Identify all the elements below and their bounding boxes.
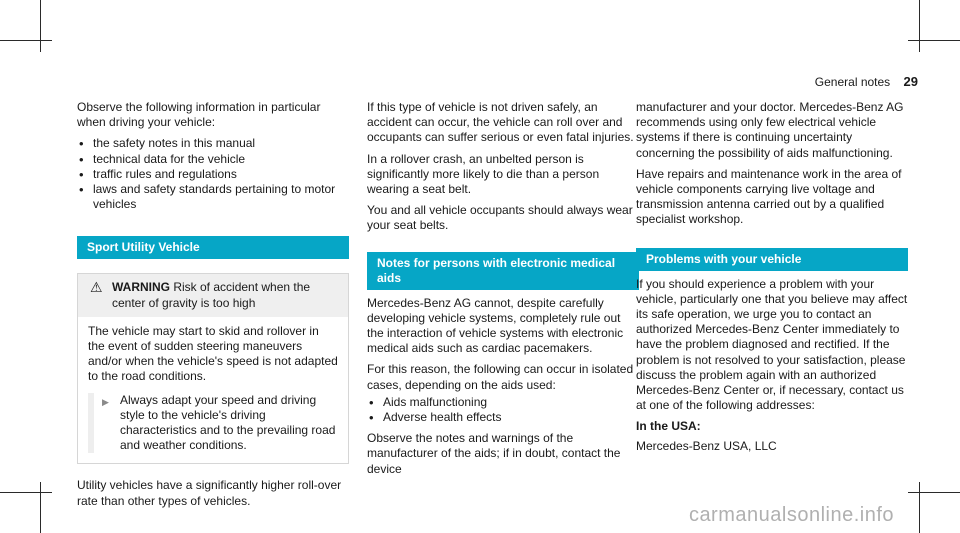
paragraph: Mercedes-Benz AG cannot, despite carefully developing vehicle systems, completely rule out the interaction of vehicle systems with electronic medical aids such as cardiac pacemakers. bbox=[367, 295, 624, 356]
arrow-right-icon: ▶ bbox=[102, 396, 109, 407]
column-2 bbox=[367, 100, 639, 483]
crop-mark bbox=[40, 0, 41, 52]
warning-text bbox=[112, 280, 338, 310]
paragraph: In a rollover crash, an unbelted person is significantly more likely to die than a person wearing a seat belt. bbox=[367, 151, 600, 197]
section-heading-problems: Problems with your vehicle bbox=[636, 248, 908, 271]
bullet-list bbox=[367, 395, 639, 425]
list-item: • Aids malfunctioning bbox=[367, 395, 639, 410]
list-item: • the safety notes in this manual bbox=[77, 136, 349, 151]
paragraph: If you should experience a problem with your vehicle, particularly one that you believe may affect its safe operation, we urge you to contact an authorized Mercedes-Benz Center immediately to have the problem diagnosed and rectified. If the problem is not resolved to your satisfaction, please discuss the problem again with an authorized Mercedes-Benz Center or, if necessary, contact us at one of the following addresses: bbox=[636, 276, 908, 413]
paragraph: Observe the notes and warnings of the manufacturer of the aids; if in doubt, contact the device bbox=[367, 431, 621, 476]
watermark: carmanualsonline.info bbox=[688, 503, 894, 526]
section-name: General notes bbox=[814, 75, 891, 89]
section-heading-medical-aids: Notes for persons with electronic medical aids bbox=[367, 252, 639, 290]
warning-triangle-icon: ⚠ bbox=[90, 279, 103, 296]
crop-mark bbox=[908, 492, 960, 493]
crop-mark bbox=[40, 482, 41, 533]
paragraph: For this reason, the following can occur in isolated cases, depending on the aids used: bbox=[367, 362, 634, 392]
page-number: 29 bbox=[903, 74, 918, 89]
intro-text: Observe the following information in particular when driving your vehicle: bbox=[77, 100, 321, 130]
paragraph: Have repairs and maintenance work in the area of vehicle components carrying live voltage and transmission antenna carried out by a qualified specialist workshop. bbox=[636, 166, 902, 227]
list-item: • Adverse health effects bbox=[367, 410, 639, 425]
warning-action-text: Always adapt your speed and driving style to the vehicle's driving characteristics and to the prevailing road and weather conditions. bbox=[120, 392, 336, 453]
crop-mark bbox=[0, 492, 52, 493]
paragraph: If this type of vehicle is not driven safely, an accident can occur, the vehicle can roll over and occupants can suffer serious or even fatal injuries. bbox=[367, 100, 634, 145]
list-item: • technical data for the vehicle bbox=[77, 152, 349, 167]
bullet-list bbox=[77, 136, 349, 212]
crop-mark bbox=[908, 40, 960, 41]
address: Mercedes-Benz USA, LLC bbox=[636, 438, 777, 453]
warning-box bbox=[77, 273, 349, 464]
list-item: • laws and safety standards pertaining to motor vehicles bbox=[77, 182, 349, 212]
crop-mark bbox=[919, 0, 920, 52]
crop-mark bbox=[919, 482, 920, 533]
crop-mark bbox=[0, 40, 52, 41]
column-3 bbox=[636, 100, 908, 460]
page-header bbox=[815, 74, 918, 90]
warning-title: Risk of accident when the center of gravity is too high bbox=[112, 280, 311, 310]
warning-header bbox=[78, 274, 348, 316]
section-heading-sport-utility-vehicle: Sport Utility Vehicle bbox=[77, 236, 349, 259]
paragraph: manufacturer and your doctor. Mercedes-Benz AG recommends using only few electrical vehicle systems if there is continuing uncertainty concerning the possibility of aids malfunctioning. bbox=[636, 100, 904, 160]
warning-label: WARNING bbox=[112, 280, 170, 295]
list-item: • traffic rules and regulations bbox=[77, 167, 349, 182]
column-1 bbox=[77, 100, 349, 515]
subheading: In the USA: bbox=[636, 419, 701, 434]
paragraph: You and all vehicle occupants should always wear your seat belts. bbox=[367, 203, 633, 233]
warning-action bbox=[78, 393, 348, 464]
warning-body: The vehicle may start to skid and rollover in the event of sudden steering maneuvers and/or when the vehicle's speed is not adapted to the road conditions. bbox=[88, 323, 338, 384]
outro-text: Utility vehicles have a significantly higher roll-over rate than other types of vehicles. bbox=[77, 478, 342, 508]
